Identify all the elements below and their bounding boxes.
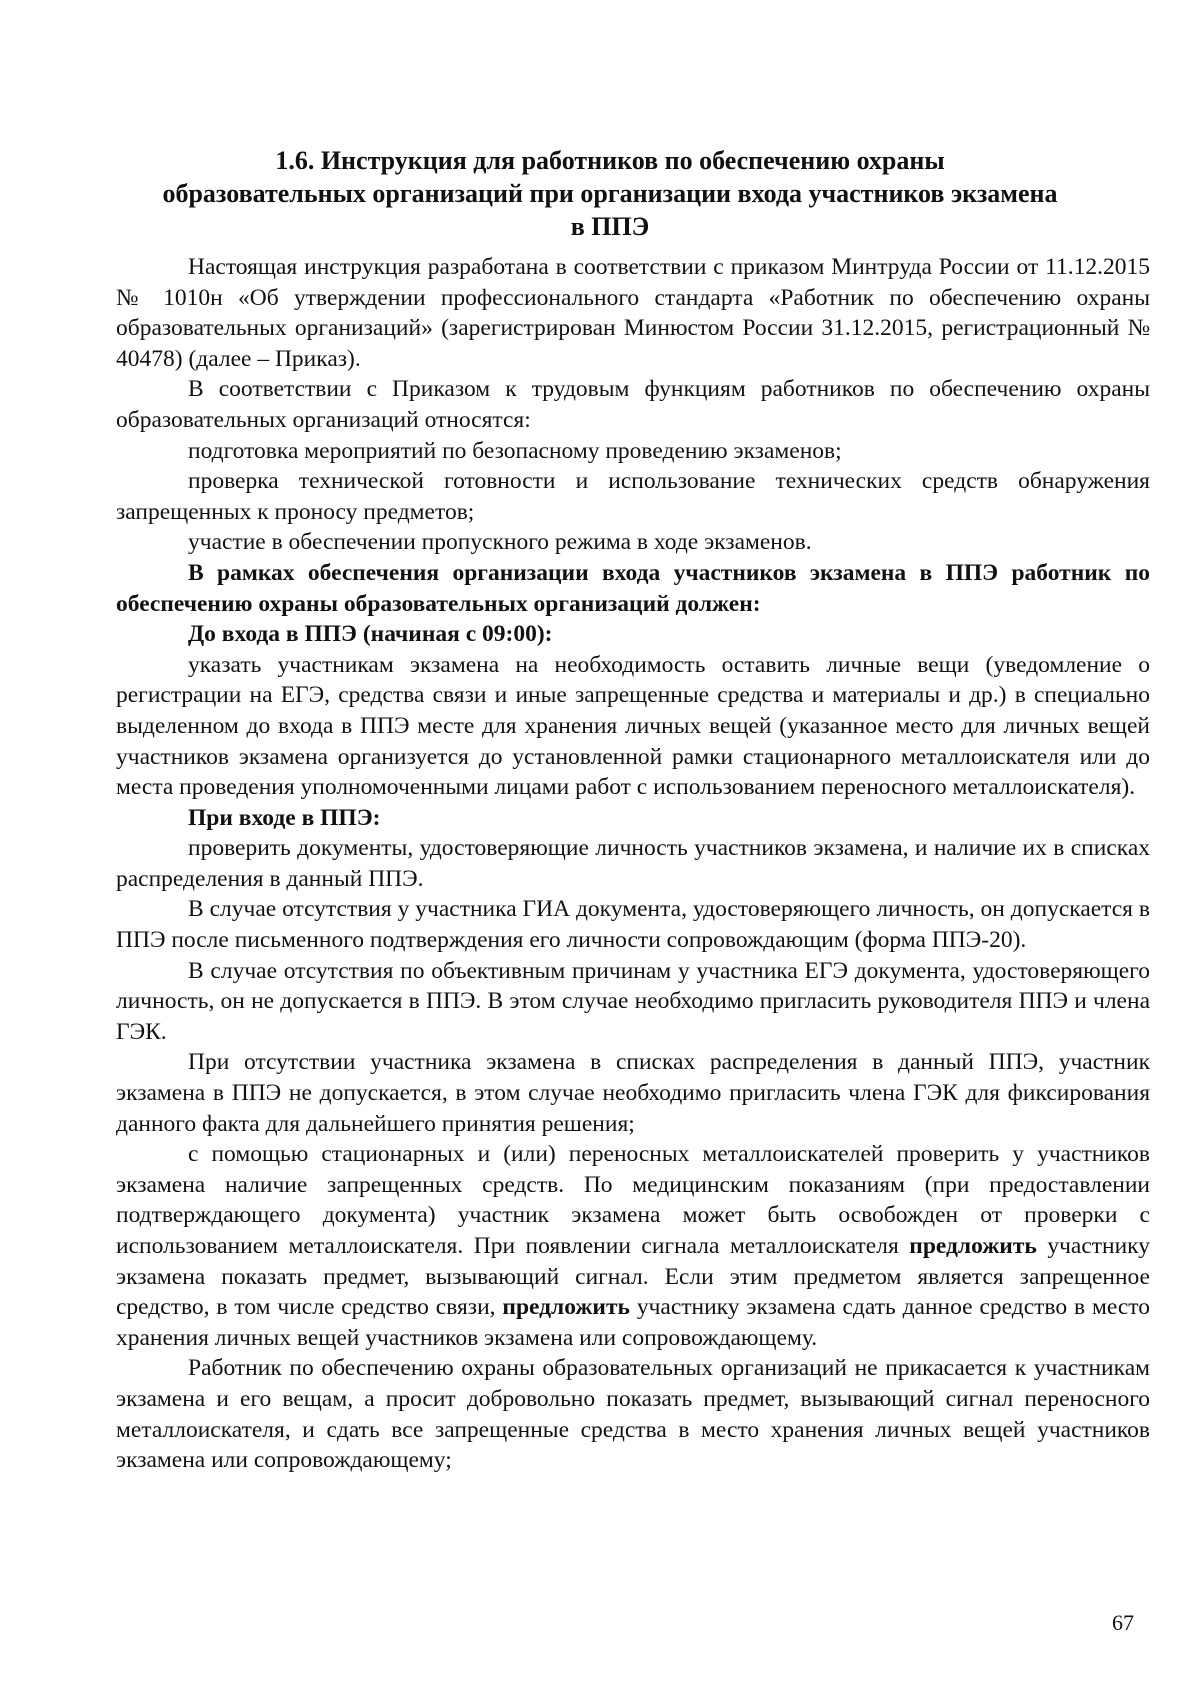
subheading-before-entry <box>116 619 1150 650</box>
paragraph-no-document-gia: В случае отсутствия у участника ГИА документа, удостоверяющего личность, он допускается в ППЭ после письменного подтверждения его личности сопровождающим (форма ППЭ-20). <box>116 896 1150 954</box>
before-entry-bold: До входа в ППЭ (начиная с 09:00): <box>188 621 553 648</box>
list-item-technical-check: проверка технической готовности и использование технических средств обнаружения запрещенных к проносу предметов; <box>116 468 1150 525</box>
metal-detector-bold-2: предложить <box>502 1294 630 1321</box>
duties-intro-bold: В рамках обеспечения организации входа участников экзамена в ППЭ работник по обеспечению охраны образовательных организаций должен: <box>116 559 1150 617</box>
paragraph-duties-intro <box>116 558 1150 619</box>
metal-detector-text-1: с помощью стационарных и (или) переносных металлоискателей проверить у участников экзамена наличие запрещенных средств. По медицинским показаниям (при предоставлении подтверждающего документа) участник экзамена может быть освобожден от проверки с использованием металлоискателя. При появлении сигнала металлоискателя <box>116 1141 1150 1259</box>
section-heading <box>110 144 1110 243</box>
page-number: 67 <box>1112 1610 1134 1635</box>
paragraph-intro: Настоящая инструкция разработана в соответствии с приказом Минтруда России от 11.12.2015 № 1010н «Об утверждении профессионального стандарта «Работник по обеспечению охраны образовательных организаций» (зарегистрирован Минюстом России 31.12.2015, регистрационный № 40478) (далее – Приказ). <box>116 254 1150 372</box>
paragraph-no-touching: Работник по обеспечению охраны образовательных организаций не прикасается к участникам экзамена и его вещам, а просит добровольно показать предмет, вызывающий сигнал переносного металлоискателя, и сдать все запрещенные средства в место хранения личных вещей участников экзамена или сопровождающему; <box>116 1355 1150 1474</box>
paragraph-no-document-ege: В случае отсутствия по объективным причинам у участника ЕГЭ документа, удостоверяющего личность, он не допускается в ППЭ. В этом случае необходимо пригласить руководителя ППЭ и члена ГЭК. <box>116 957 1150 1045</box>
at-entry-bold: При входе в ППЭ: <box>188 804 381 831</box>
heading-line-2: образовательных организаций при организации входа участников экзамена <box>162 179 1058 208</box>
list-item-preparation: подготовка мероприятий по безопасному проведению экзаменов; <box>188 437 842 464</box>
paragraph-functions: В соответствии с Приказом к трудовым функциям работников по обеспечению охраны образовательных организаций относятся: <box>116 376 1150 433</box>
metal-detector-text-3: участнику экзамена сдать данное средство в место хранения личных вещей участников экзамена или сопровождающему. <box>116 1294 1150 1351</box>
subheading-at-entry <box>116 803 1150 834</box>
paragraph-personal-items: указать участникам экзамена на необходимость оставить личные вещи (уведомление о регистрации на ЕГЭ, средства связи и иные запрещенные средства и материалы и др.) в специально выделенном до входа в ППЭ месте для хранения личных вещей (указанное место для личных вещей участников экзамена организуется до установленной рамки стационарного металлоискателя или до места проведения уполномоченными лицами работ с использованием переносного металлоискателя). <box>116 651 1150 801</box>
metal-detector-text-2: участнику экзамена показать предмет, вызывающий сигнал. Если этим предметом является запрещенное средство, в том числе средство связи, <box>116 1233 1151 1321</box>
metal-detector-bold-1: предложить <box>909 1233 1037 1259</box>
document-body <box>116 252 1150 1476</box>
list-item-access-control: участие в обеспечении пропускного режима в ходе экзаменов. <box>188 529 812 556</box>
paragraph-not-in-lists: При отсутствии участника экзамена в списках распределения в данный ППЭ, участник экзамена в ППЭ не допускается, в этом случае необходимо пригласить члена ГЭК для фиксирования данного факта для дальнейшего принятия решения; <box>116 1049 1150 1137</box>
heading-line-1: 1.6. Инструкция для работников по обеспечению охраны <box>275 146 945 175</box>
heading-line-3: в ППЭ <box>570 212 650 241</box>
paragraph-metal-detector <box>116 1139 1150 1353</box>
paragraph-check-documents: проверить документы, удостоверяющие личность участников экзамена, и наличие их в списках распределения в данный ППЭ. <box>116 835 1150 892</box>
